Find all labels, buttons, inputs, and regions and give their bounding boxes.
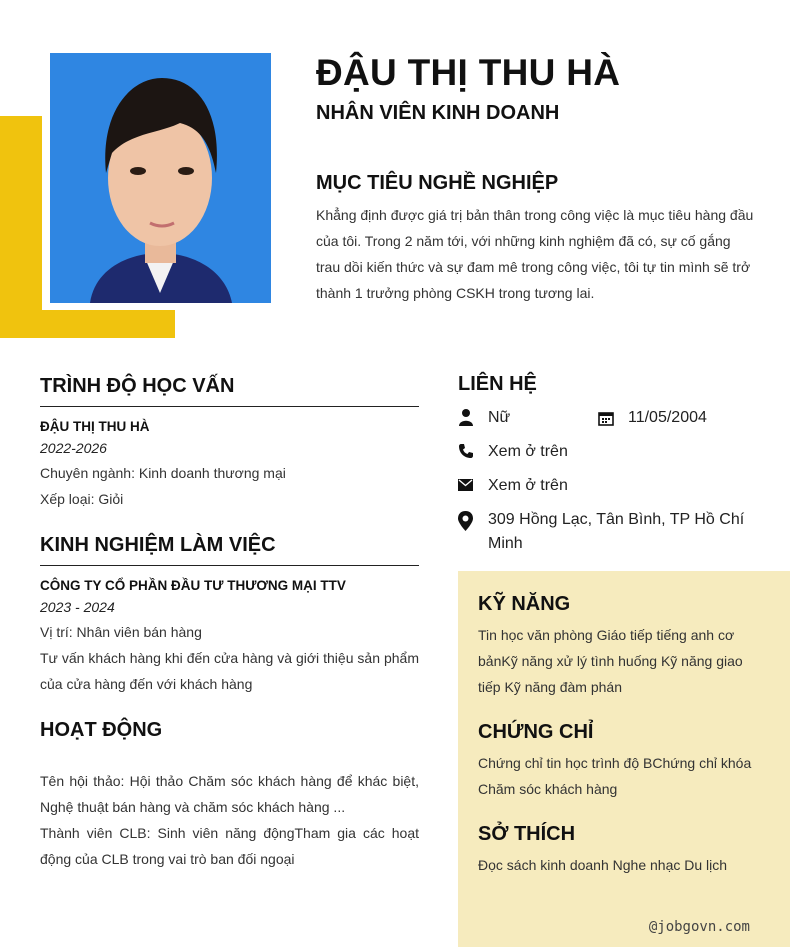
certificates-heading: CHỨNG CHỈ: [478, 721, 594, 743]
education-heading: TRÌNH ĐỘ HỌC VẤN: [40, 375, 235, 397]
contact-email: Xem ở trên: [488, 477, 568, 494]
contact-heading: LIÊN HỆ: [458, 373, 537, 395]
activity-item: Thành viên CLB: Sinh viên năng độngTham gia các hoạt động của CLB trong vai trò ban đối ngoại: [40, 825, 419, 867]
experience-period: 2023 - 2024: [40, 599, 115, 615]
hobbies-text: Đọc sách kinh doanh Nghe nhạc Du lịch: [478, 857, 728, 873]
skills-section: [478, 593, 763, 700]
certificates-section: [478, 721, 763, 802]
education-grade: Xếp loại: Giỏi: [40, 491, 124, 507]
experience-position: Vị trí: Nhân viên bán hàng: [40, 624, 202, 640]
contact-gender: Nữ: [488, 409, 511, 426]
activities-section: [40, 719, 419, 872]
phone-icon: [458, 440, 488, 462]
objective-text: Khẳng định được giá trị bản thân trong công việc là mục tiêu hàng đầu của tôi. Trong 2 năm tới, với những kinh nghiệm đã có, sự cố gắng trau dồi kiến thức và sự đam mê trong công việc, tôi tự tin mình sẽ trở thành 1 trưởng phòng CSKH trong tương lai.: [316, 207, 754, 301]
hobbies-heading: SỞ THÍCH: [478, 823, 576, 845]
contact-birthday: 11/05/2004: [628, 409, 707, 426]
mail-icon: [458, 474, 488, 496]
experience-description: Tư vấn khách hàng khi đến cửa hàng và giới thiệu sản phẩm của cửa hàng đến với khách hàng: [40, 650, 419, 692]
education-section: [40, 375, 419, 512]
calendar-icon: [598, 407, 628, 429]
skills-heading: KỸ NĂNG: [478, 593, 571, 615]
job-title: NHÂN VIÊN KINH DOANH: [316, 102, 560, 124]
experience-heading: KINH NGHIỆM LÀM VIỆC: [40, 534, 276, 556]
objective-heading: MỤC TIÊU NGHỀ NGHIỆP: [316, 172, 559, 194]
contact-section: [458, 373, 758, 566]
education-school: ĐẬU THỊ THU HÀ: [40, 419, 150, 434]
skills-text: Tin học văn phòng Giáo tiếp tiếng anh cơ bảnKỹ năng xử lý tình huống Kỹ năng giao tiếp Kỹ năng đàm phán: [478, 627, 743, 695]
experience-section: [40, 534, 419, 697]
watermark: @jobgovn.com: [648, 919, 750, 935]
experience-company: CÔNG TY CỔ PHẦN ĐẦU TƯ THƯƠNG MẠI TTV: [40, 578, 346, 593]
accent-bar: [0, 116, 42, 338]
accent-base: [0, 310, 175, 338]
education-major: Chuyên ngành: Kinh doanh thương mại: [40, 465, 286, 481]
education-period: 2022-2026: [40, 440, 107, 456]
divider: [40, 406, 419, 407]
certificates-text: Chứng chỉ tin học trình độ BChứng chỉ khóa Chăm sóc khách hàng: [478, 755, 752, 797]
activities-heading: HOẠT ĐỘNG: [40, 719, 163, 741]
person-icon: [458, 406, 488, 428]
contact-address: 309 Hồng Lạc, Tân Bình, TP Hồ Chí Minh: [488, 511, 745, 552]
side-panel: [458, 571, 790, 947]
divider: [40, 565, 419, 566]
location-pin-icon: [458, 508, 488, 532]
profile-photo: [50, 53, 271, 303]
contact-phone: Xem ở trên: [488, 443, 568, 460]
candidate-name: ĐẬU THỊ THU HÀ: [316, 52, 621, 93]
activity-item: Tên hội thảo: Hội thảo Chăm sóc khách hàng để khác biệt, Nghệ thuật bán hàng và chăm sóc khách hàng ...: [40, 773, 419, 815]
hobbies-section: [478, 823, 763, 878]
